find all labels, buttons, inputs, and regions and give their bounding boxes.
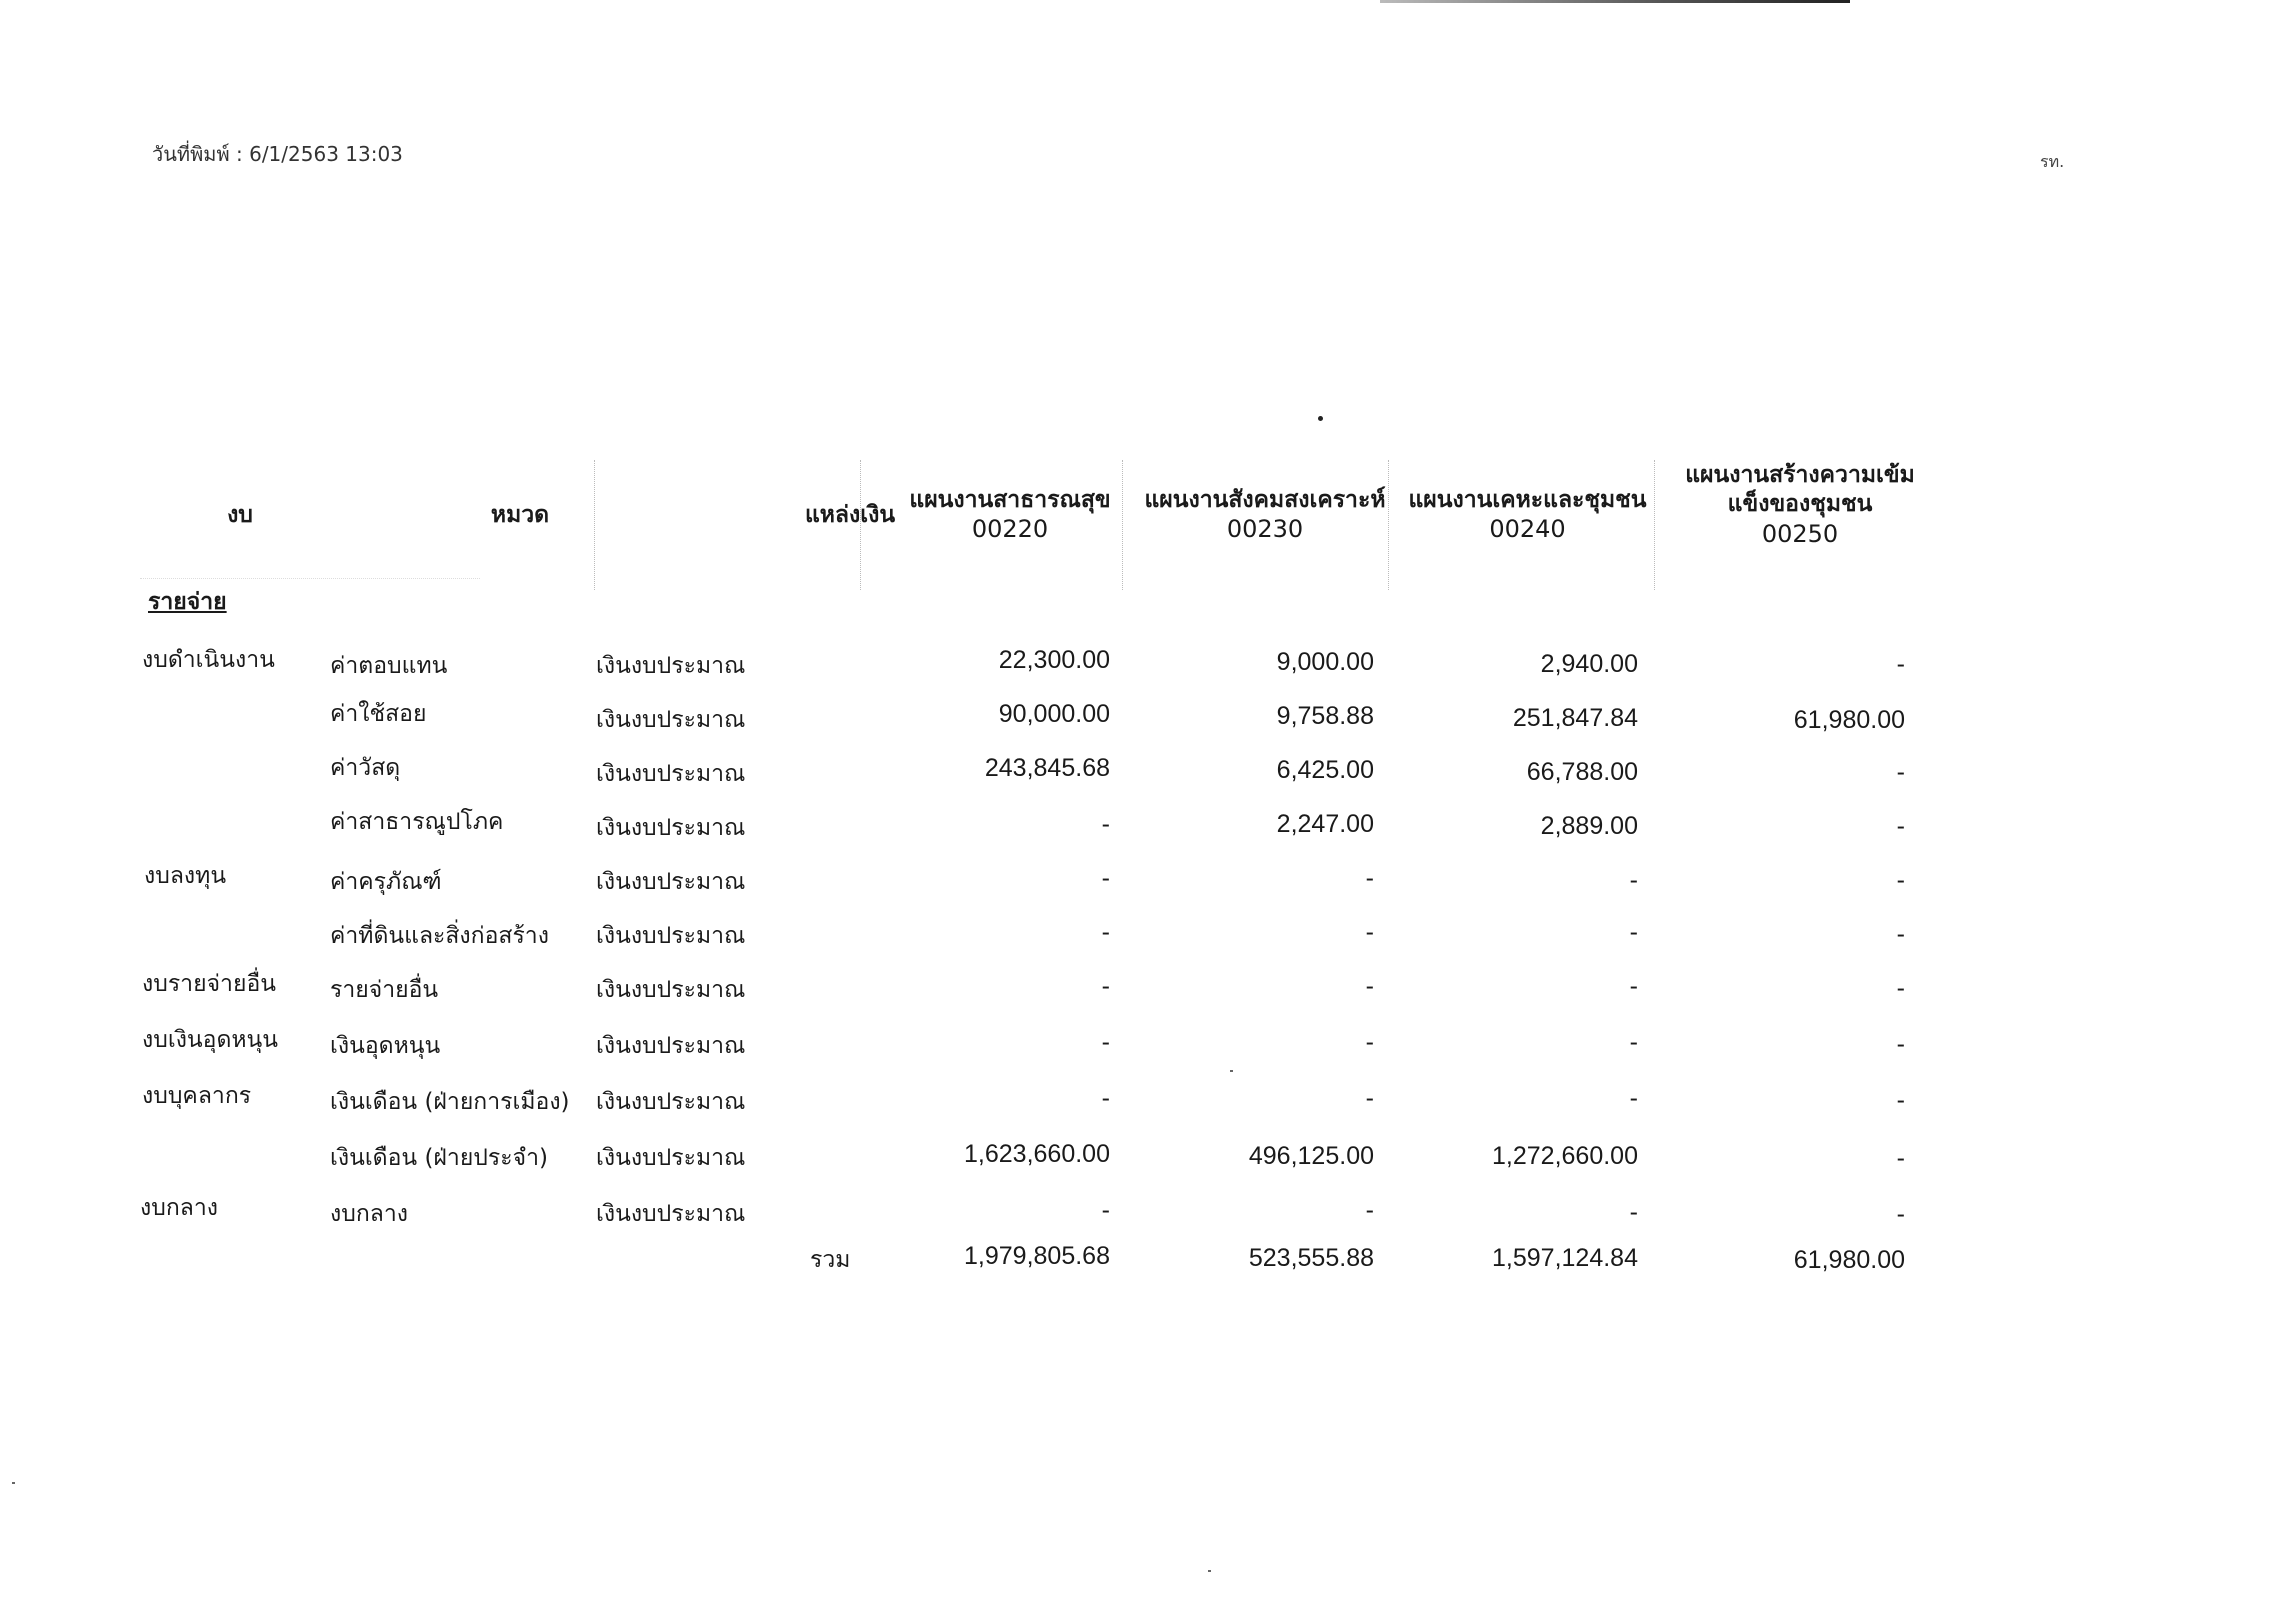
row-source: เงินงบประมาณ <box>596 707 746 733</box>
row-budget: งบกลาง <box>140 1195 218 1221</box>
header-plan-00240 <box>1395 450 1660 580</box>
total-label: รวม <box>810 1247 851 1273</box>
value-00240: 1,272,660.00 <box>1492 1142 1638 1170</box>
value-00230: - <box>1365 1084 1374 1112</box>
value-00250: - <box>1896 812 1905 840</box>
column-divider <box>1654 460 1655 590</box>
table-row <box>120 804 1990 854</box>
value-00250: - <box>1896 920 1905 948</box>
value-00220: - <box>1101 1196 1110 1224</box>
row-category: ค่าวัสดุ <box>330 755 401 781</box>
scan-edge-mark <box>1380 0 1850 3</box>
row-category: เงินเดือน (ฝ่ายการเมือง) <box>330 1089 570 1115</box>
table-row <box>120 642 1990 692</box>
header-plan-code: 00230 <box>1226 515 1304 544</box>
value-00230: 9,758.88 <box>1276 702 1374 730</box>
value-00230: - <box>1365 864 1374 892</box>
header-plan-00230 <box>1130 450 1400 580</box>
table-row <box>120 1022 1990 1072</box>
value-00240: 66,788.00 <box>1526 758 1638 786</box>
value-00240: 2,940.00 <box>1540 650 1638 678</box>
value-00250: 61,980.00 <box>1793 706 1905 734</box>
row-source: เงินงบประมาณ <box>596 1089 746 1115</box>
row-source: เงินงบประมาณ <box>596 761 746 787</box>
row-source: เงินงบประมาณ <box>596 923 746 949</box>
table-row <box>120 966 1990 1016</box>
header-category <box>420 450 620 580</box>
total-00220: 1,979,805.68 <box>964 1242 1110 1270</box>
section-title-expenses: รายจ่าย <box>148 589 227 615</box>
table-row <box>120 1190 1990 1240</box>
row-budget: งบลงทุน <box>144 863 227 889</box>
value-00230: 9,000.00 <box>1276 648 1374 676</box>
header-plan-name: แผนงานสาธารณสุข <box>909 486 1111 513</box>
header-plan-00250 <box>1665 440 1935 570</box>
row-source: เงินงบประมาณ <box>596 1201 746 1227</box>
row-source: เงินงบประมาณ <box>596 815 746 841</box>
header-plan-name: แผนงานเคหะและชุมชน <box>1408 486 1647 513</box>
value-00220: - <box>1101 972 1110 1000</box>
row-source: เงินงบประมาณ <box>596 977 746 1003</box>
header-category-label: หมวด <box>490 501 550 528</box>
row-budget: งบรายจ่ายอื่น <box>142 971 276 997</box>
value-00250: - <box>1896 758 1905 786</box>
stray-speck <box>12 1482 15 1484</box>
row-category: ค่าครุภัณฑ์ <box>330 869 442 895</box>
value-00240: - <box>1629 1084 1638 1112</box>
table-row <box>120 1134 1990 1184</box>
row-category: เงินเดือน (ฝ่ายประจำ) <box>330 1145 548 1171</box>
value-00220: 90,000.00 <box>998 700 1110 728</box>
value-00230: 6,425.00 <box>1276 756 1374 784</box>
value-00230: - <box>1365 918 1374 946</box>
value-00250: - <box>1896 866 1905 894</box>
header-plan-code: 00250 <box>1761 519 1839 548</box>
value-00240: 2,889.00 <box>1540 812 1638 840</box>
row-category: เงินอุดหนุน <box>330 1033 441 1059</box>
value-00220: - <box>1101 864 1110 892</box>
value-00230: - <box>1365 972 1374 1000</box>
total-00240: 1,597,124.84 <box>1492 1244 1638 1272</box>
value-00230: - <box>1365 1196 1374 1224</box>
row-budget: งบเงินอุดหนุน <box>142 1027 279 1053</box>
value-00240: - <box>1629 866 1638 894</box>
row-budget: งบบุคลากร <box>142 1083 252 1109</box>
total-00250: 61,980.00 <box>1793 1246 1905 1274</box>
value-00250: - <box>1896 1200 1905 1228</box>
value-00250: - <box>1896 1086 1905 1114</box>
header-plan-code: 00220 <box>971 515 1049 544</box>
row-category: งบกลาง <box>330 1201 408 1227</box>
value-00220: - <box>1101 810 1110 838</box>
stray-dot <box>1318 416 1323 421</box>
table-row <box>120 1078 1990 1128</box>
value-00250: - <box>1896 1030 1905 1058</box>
value-00240: - <box>1629 1028 1638 1056</box>
column-divider <box>1122 460 1123 590</box>
header-budget-label: งบ <box>227 501 253 528</box>
row-budget: งบดำเนินงาน <box>142 647 275 673</box>
table-row <box>120 912 1990 962</box>
header-plan-00220 <box>880 450 1140 580</box>
value-00250: - <box>1896 650 1905 678</box>
value-00240: - <box>1629 918 1638 946</box>
row-source: เงินงบประมาณ <box>596 1033 746 1059</box>
row-category: ค่าสาธารณูปโภค <box>330 809 504 835</box>
value-00250: - <box>1896 1144 1905 1172</box>
total-row <box>120 1242 1990 1292</box>
header-plan-code: 00240 <box>1489 515 1566 544</box>
header-budget <box>180 450 300 580</box>
value-00220: - <box>1101 918 1110 946</box>
column-divider <box>594 460 595 590</box>
table-row <box>120 858 1990 908</box>
column-divider <box>860 460 861 590</box>
corner-mark: รท. <box>2040 152 2065 171</box>
row-source: เงินงบประมาณ <box>596 1145 746 1171</box>
total-00230: 523,555.88 <box>1248 1244 1374 1272</box>
row-category: ค่าที่ดินและสิ่งก่อสร้าง <box>330 923 549 949</box>
value-00220: - <box>1101 1028 1110 1056</box>
value-00220: 243,845.68 <box>984 754 1110 782</box>
stray-speck <box>1208 1570 1211 1572</box>
value-00240: 251,847.84 <box>1512 704 1638 732</box>
value-00220: 22,300.00 <box>998 646 1110 674</box>
print-date: วันที่พิมพ์ : 6/1/2563 13:03 <box>152 142 403 166</box>
value-00240: - <box>1629 972 1638 1000</box>
value-00250: - <box>1896 974 1905 1002</box>
header-underline <box>140 578 480 579</box>
row-source: เงินงบประมาณ <box>596 869 746 895</box>
value-00220: - <box>1101 1084 1110 1112</box>
value-00240: - <box>1629 1198 1638 1226</box>
row-category: รายจ่ายอื่น <box>330 977 439 1003</box>
table-row <box>120 750 1990 800</box>
value-00230: 2,247.00 <box>1276 810 1374 838</box>
table-row <box>120 696 1990 746</box>
header-source-label: แหล่งเงิน <box>804 501 896 528</box>
header-plan-name: แผนงานสังคมสงเคราะห์ <box>1144 486 1386 513</box>
value-00220: 1,623,660.00 <box>964 1140 1110 1168</box>
value-00230: - <box>1365 1028 1374 1056</box>
row-category: ค่าตอบแทน <box>330 653 448 679</box>
row-category: ค่าใช้สอย <box>330 701 427 727</box>
column-divider <box>1388 460 1389 590</box>
row-source: เงินงบประมาณ <box>596 653 746 679</box>
header-plan-name: แผนงานสร้างความเข้มแข็งของชุมชน <box>1685 462 1915 517</box>
value-00230: 496,125.00 <box>1248 1142 1374 1170</box>
